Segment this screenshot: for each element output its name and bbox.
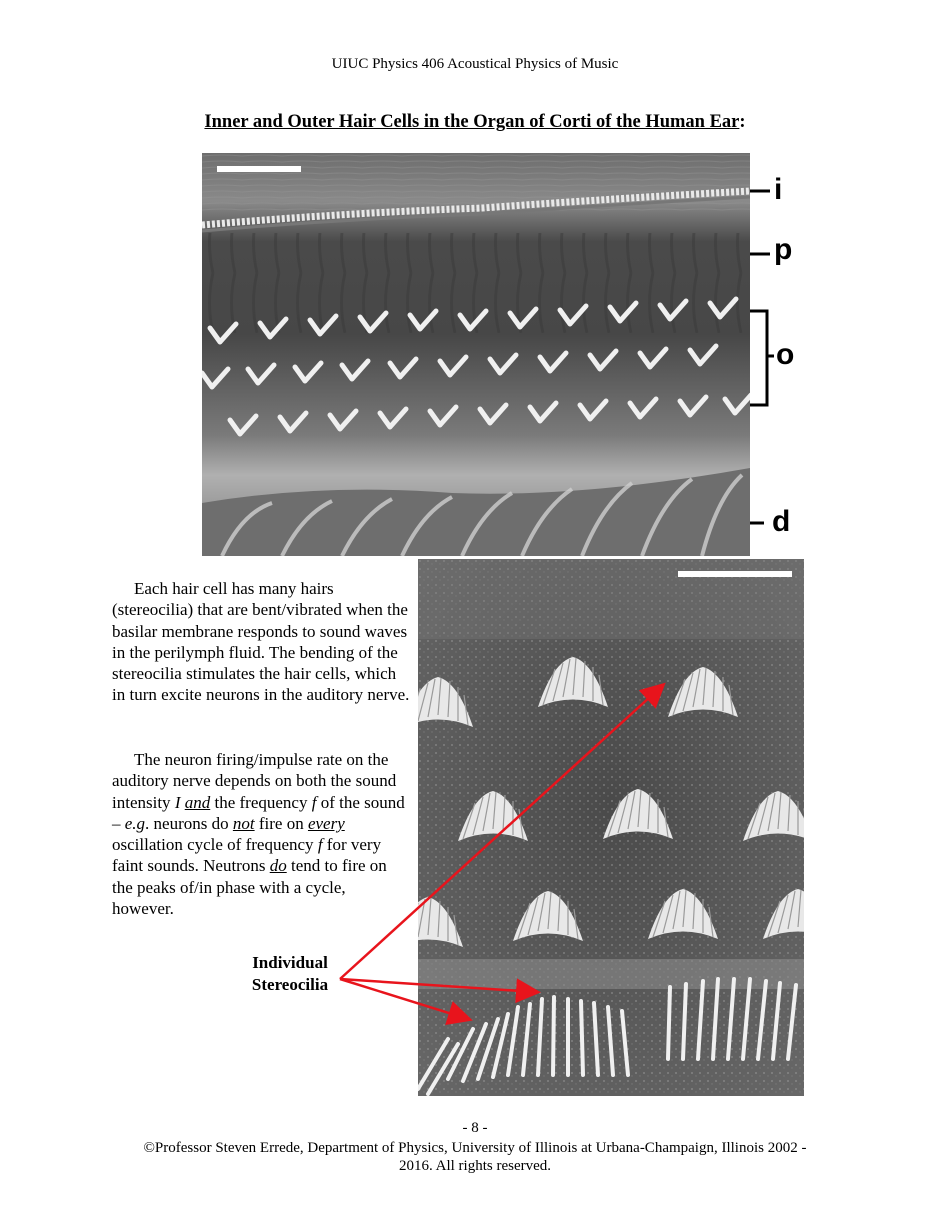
p2-frequency-symbol: f [311,792,317,812]
label-d: d [772,505,791,538]
p2-every: every [307,813,345,833]
label-p: p [774,233,793,266]
stereocilia-micrograph [418,559,804,1096]
callout-individual-stereocilia [230,952,350,995]
p2-text-b: the frequency [210,792,312,812]
title-text: Inner and Outer Hair Cells in the Organ of Corti of the Human Ear [204,112,740,132]
p2-text-d: . neurons do [145,813,233,833]
p2-and: and [184,792,211,812]
page-number: - 8 - [462,1120,488,1136]
running-header: UIUC Physics 406 Acoustical Physics of Music [331,56,619,72]
p2-not: not [232,813,255,833]
callout-line-2: Stereocilia [251,974,329,994]
micrograph-labels [750,153,820,556]
p2-text-c: of the sound – [112,792,405,833]
p2-frequency-symbol-2: f [317,835,323,855]
micrograph-top-drawing [202,153,750,556]
paragraph-neuron-firing [112,749,410,919]
p2-text-k: tend to fire on the peaks of/in phase with a cycle, however. [112,856,387,919]
label-i: i [774,173,783,206]
label-o: o [776,338,795,371]
p2-text-g: oscillation cycle of frequency [112,835,318,855]
title-colon: : [739,112,746,132]
p2-eg: e.g [124,813,146,833]
page-title [0,112,950,133]
paragraph-1-text: Each hair cell has many hairs (stereocilia) that are bent/vibrated when the basilar membrane responds to sound waves in the perilymph fluid. The bending of the stereocilia stimulates the hair cells, which in turn excite neurons in the auditory nerve. [112,579,410,705]
p2-text-h: for very faint sounds. Neutrons [112,835,382,876]
p2-intensity-symbol: I [174,792,181,812]
organ-of-corti-micrograph [202,153,750,556]
paragraph-hair-cells [112,578,410,706]
p2-text-a: The neuron firing/impulse rate on the auditory nerve depends on both the sound intensity [112,750,397,812]
p2-text-e: fire on [254,813,308,833]
copyright-footer: ©Professor Steven Errede, Department of Physics, University of Illinois at Urbana-Champaign, Illinois 2002 - 2016. All rights reserved. [143,1140,807,1174]
micrograph-bottom-drawing [418,559,804,1096]
callout-line-1: Individual [252,953,328,972]
p2-do: do [269,856,287,876]
